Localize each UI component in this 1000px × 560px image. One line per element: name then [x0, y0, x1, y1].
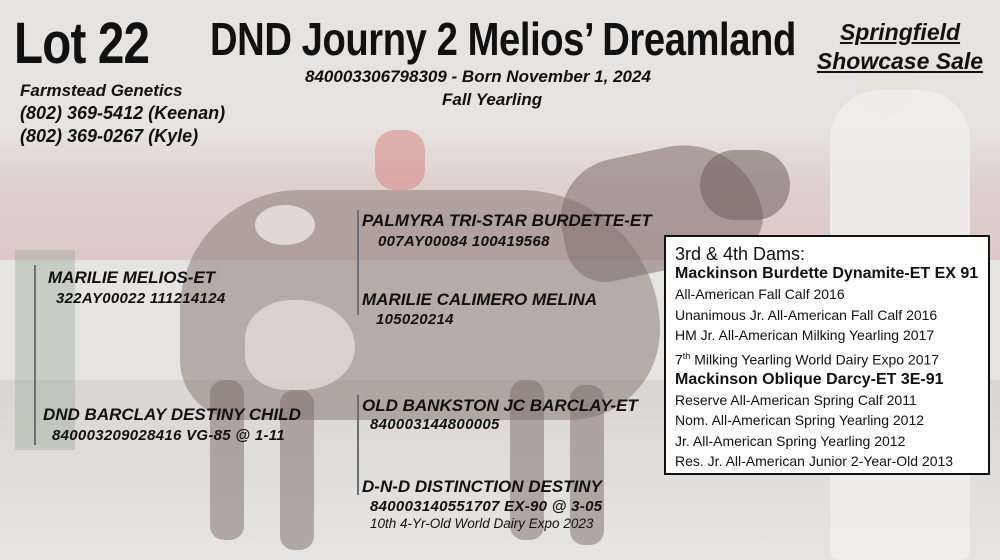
- achievement-text: Milking Yearling World Dairy Expo 2017: [690, 351, 940, 368]
- consignor-phone: (802) 369-5412 (Keenan): [20, 103, 226, 123]
- dam-id: 840003209028416 VG-85 @ 1-11: [52, 427, 285, 444]
- sale-name-line1: Springfield: [839, 19, 961, 45]
- sire-dam-name: MARILIE CALIMERO MELINA: [362, 290, 598, 309]
- achievement-ordinal-suffix: th: [682, 350, 691, 361]
- dam-dam-id: 840003140551707 EX-90 @ 3-05: [370, 498, 603, 515]
- sire-name: MARILIE MELIOS-ET: [48, 268, 216, 287]
- dams-box-heading: 3rd & 4th Dams:: [675, 244, 806, 264]
- achievement: Jr. All-American Spring Yearling 2012: [675, 432, 906, 449]
- sale-name-line2: Showcase Sale: [816, 48, 984, 74]
- sire-sire-name: PALMYRA TRI-STAR BURDETTE-ET: [362, 211, 652, 230]
- dam-sire-name: OLD BANKSTON JC BARCLAY-ET: [362, 396, 638, 415]
- cow-head: [700, 150, 790, 220]
- achievement: Reserve All-American Spring Calf 2011: [675, 391, 917, 408]
- dam-dam-note: 10th 4-Yr-Old World Dairy Expo 2023: [370, 516, 594, 531]
- pedigree-bracket: [357, 395, 359, 495]
- consignor-info: [20, 80, 225, 148]
- achievement: Res. Jr. All-American Junior 2-Year-Old 2013: [675, 453, 954, 470]
- achievement-ordinal: 7: [675, 351, 683, 368]
- age-class: Fall Yearling: [442, 90, 543, 109]
- achievement: Nom. All-American Spring Yearling 2012: [675, 412, 925, 429]
- dam-dam-name: D-N-D DISTINCTION DESTINY: [362, 477, 602, 496]
- pedigree-bracket: [34, 265, 36, 445]
- achievement: All-American Fall Calf 2016: [675, 286, 845, 302]
- third-dam-name: Mackinson Burdette Dynamite-ET EX 91: [675, 265, 979, 282]
- achievement: [675, 346, 980, 370]
- achievement: HM Jr. All-American Milking Yearling 2017: [675, 327, 935, 343]
- spectator: [375, 130, 425, 190]
- achievement: Unanimous Jr. All-American Fall Calf 2016: [675, 306, 938, 323]
- sire-dam-id: 105020214: [376, 311, 454, 328]
- sire-sire-id: 007AY00084 100419568: [378, 233, 550, 250]
- consignor-phone: (802) 369-0267 (Kyle): [20, 126, 199, 146]
- dam-name: DND BARCLAY DESTINY CHILD: [43, 405, 301, 424]
- dam-sire-id: 840003144800005: [370, 416, 500, 433]
- cow-white-marking: [245, 300, 355, 390]
- animal-name: DND Journy 2 Melios’ Dreamland: [210, 13, 796, 65]
- fourth-dam-name: Mackinson Oblique Darcy-ET 3E-91: [675, 370, 944, 388]
- registration-birth: 840003306798309 - Born November 1, 2024: [305, 67, 651, 86]
- sale-name: [812, 18, 988, 76]
- sire-id: 322AY00022 111214124: [56, 290, 226, 307]
- cow-white-marking: [255, 205, 315, 245]
- cow-leg: [210, 380, 244, 540]
- consignor-name: Farmstead Genetics: [20, 81, 183, 100]
- pedigree-bracket: [357, 210, 359, 315]
- dams-box: [664, 235, 990, 475]
- lot-number: Lot 22: [14, 11, 150, 76]
